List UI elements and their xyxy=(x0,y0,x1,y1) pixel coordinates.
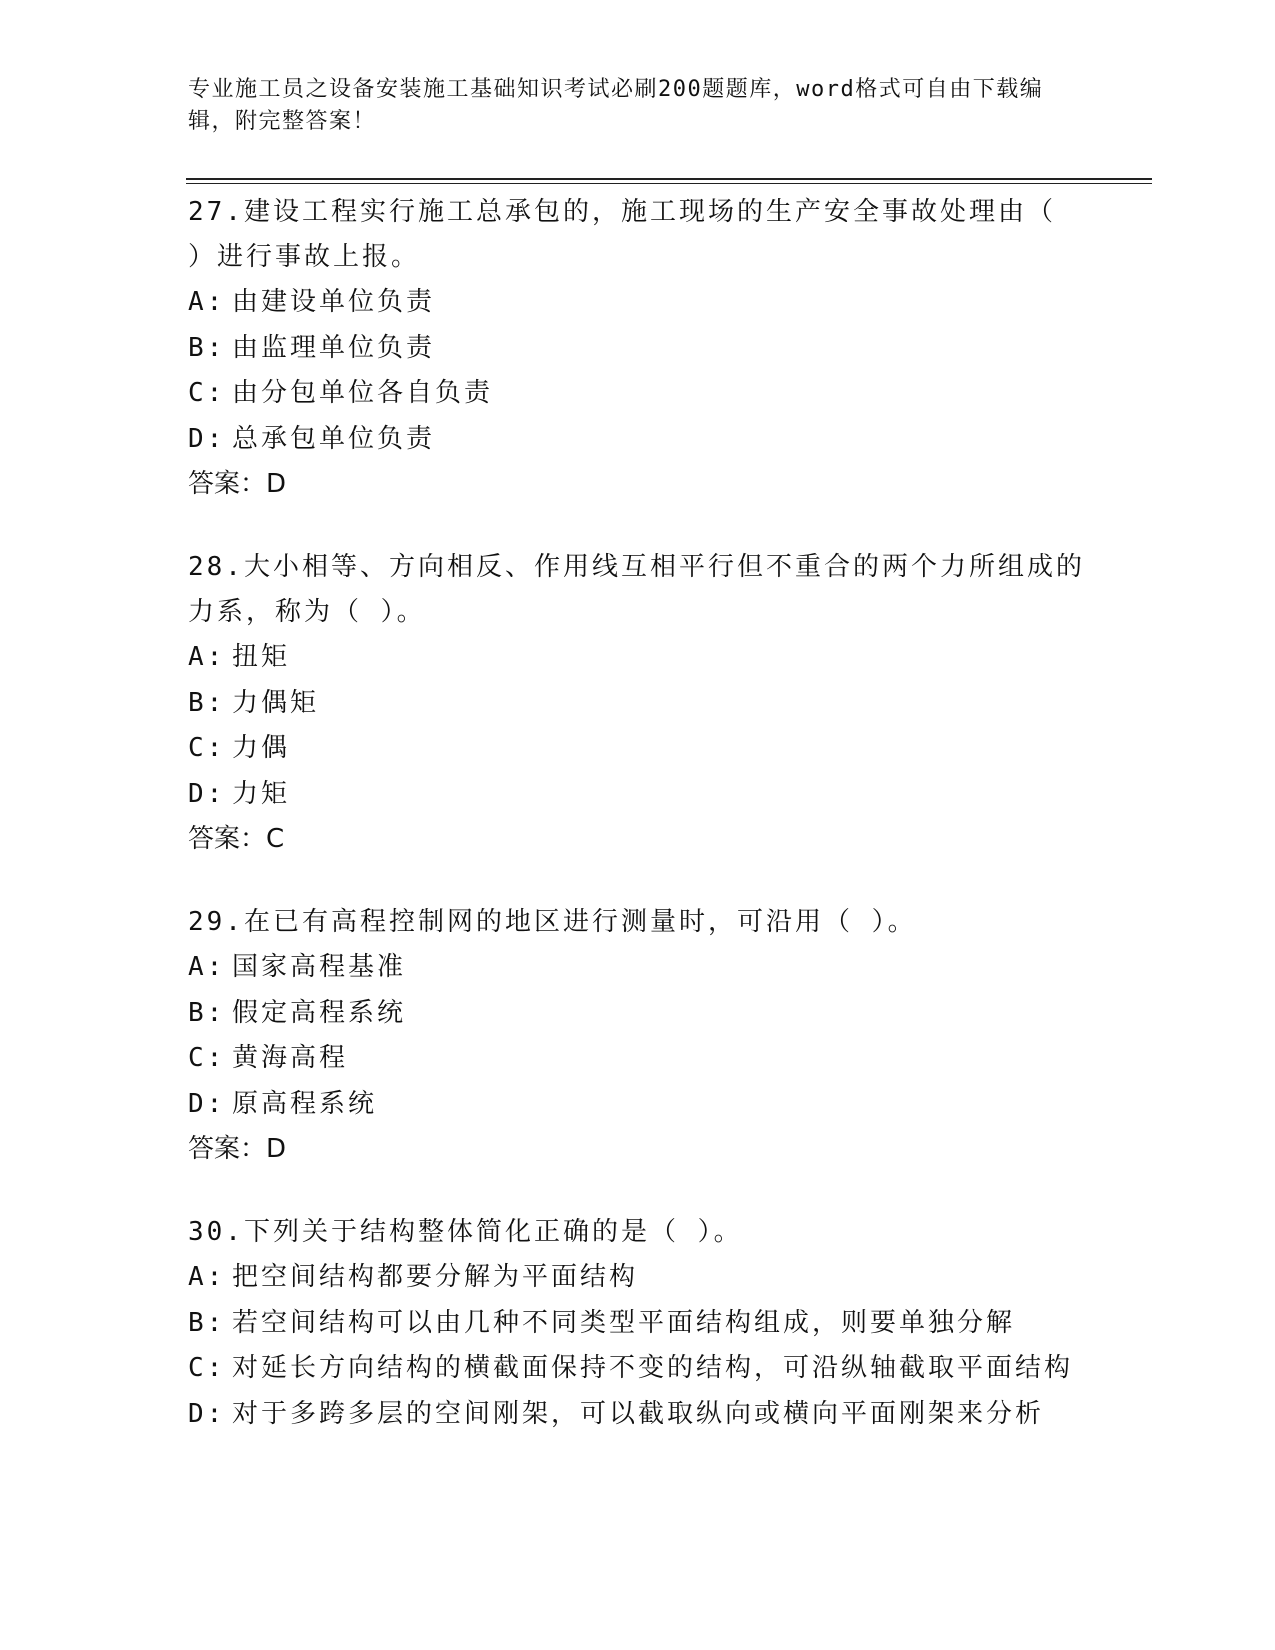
question-list xyxy=(188,190,1088,1475)
option-text: 由监理单位负责 xyxy=(232,332,436,363)
option-key: D: xyxy=(188,1088,226,1119)
option-text: 扭矩 xyxy=(232,642,291,672)
option-text: 黄海高程 xyxy=(232,1043,349,1073)
question-text: 30.下列关于结构整体简化正确的是（ ）。 xyxy=(188,1217,743,1247)
option-text: 力矩 xyxy=(232,778,291,809)
question-29 xyxy=(188,900,1088,1172)
option-d xyxy=(188,417,1088,463)
option-key: A: xyxy=(188,287,226,317)
option-text: 对于多跨多层的空间刚架，可以截取纵向或横向平面刚架来分析 xyxy=(232,1398,1045,1429)
option-d xyxy=(188,772,1088,818)
option-text: 假定高程系统 xyxy=(232,997,407,1028)
option-c xyxy=(188,1346,1088,1392)
option-text: 把空间结构都要分解为平面结构 xyxy=(232,1262,639,1292)
header-rule-thin xyxy=(186,183,1152,184)
answer-line: 答案：D xyxy=(188,469,287,499)
option-a xyxy=(188,635,1088,681)
option-key: C: xyxy=(188,1043,226,1073)
option-b xyxy=(188,681,1088,727)
option-key: C: xyxy=(188,378,226,408)
option-text: 力偶 xyxy=(232,733,291,763)
option-text: 若空间结构可以由几种不同类型平面结构组成，则要单独分解 xyxy=(232,1307,1016,1338)
option-text: 国家高程基准 xyxy=(232,952,407,982)
option-key: B: xyxy=(188,997,226,1028)
option-b xyxy=(188,326,1088,372)
option-a xyxy=(188,280,1088,326)
option-a xyxy=(188,1255,1088,1301)
option-text: 由分包单位各自负责 xyxy=(232,378,494,408)
question-27 xyxy=(188,190,1088,507)
option-text: 对延长方向结构的横截面保持不变的结构，可沿纵轴截取平面结构 xyxy=(232,1353,1074,1383)
option-text: 总承包单位负责 xyxy=(232,423,436,454)
question-text: 27.建设工程实行施工总承包的，施工现场的生产安全事故处理由（ ）进行事故上报。 xyxy=(188,197,1056,272)
question-28 xyxy=(188,545,1088,862)
option-c xyxy=(188,726,1088,772)
question-text: 28.大小相等、方向相反、作用线互相平行但不重合的两个力所组成的力系，称为（ ）。 xyxy=(188,552,1085,627)
option-key: A: xyxy=(188,952,226,982)
option-text: 力偶矩 xyxy=(232,687,320,718)
answer-line: 答案：D xyxy=(188,1134,287,1164)
question-30 xyxy=(188,1210,1088,1437)
option-key: D: xyxy=(188,1398,226,1429)
option-key: A: xyxy=(188,642,226,672)
option-key: A: xyxy=(188,1262,226,1292)
option-key: B: xyxy=(188,1307,226,1338)
option-c xyxy=(188,1036,1088,1082)
option-c xyxy=(188,371,1088,417)
option-key: C: xyxy=(188,733,226,763)
option-key: B: xyxy=(188,332,226,363)
option-key: D: xyxy=(188,778,226,809)
option-text: 由建设单位负责 xyxy=(232,287,436,317)
option-key: D: xyxy=(188,423,226,454)
option-key: B: xyxy=(188,687,226,718)
question-text: 29.在已有高程控制网的地区进行测量时，可沿用（ ）。 xyxy=(188,907,917,937)
document-header: 专业施工员之设备安装施工基础知识考试必刷200题题库，word格式可自由下载编辑，附完整答案！ xyxy=(188,77,1044,134)
option-key: C: xyxy=(188,1353,226,1383)
option-d xyxy=(188,1392,1088,1438)
option-d xyxy=(188,1082,1088,1128)
option-text: 原高程系统 xyxy=(232,1088,378,1119)
header-rule xyxy=(186,178,1152,180)
answer-line: 答案：C xyxy=(188,824,285,854)
option-a xyxy=(188,945,1088,991)
option-b xyxy=(188,1301,1088,1347)
option-b xyxy=(188,991,1088,1037)
